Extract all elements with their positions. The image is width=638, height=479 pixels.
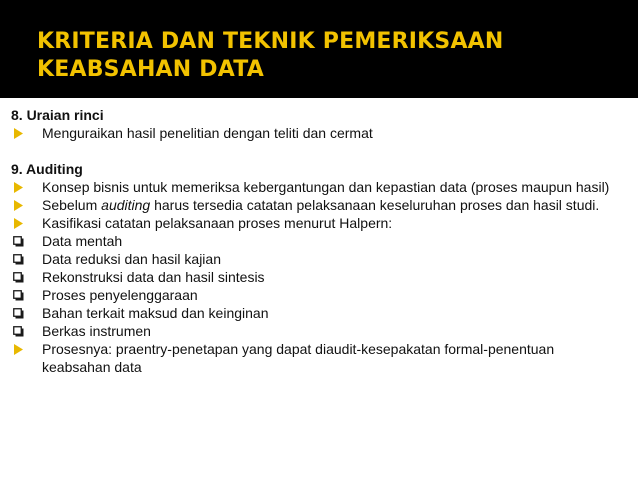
list-item xyxy=(11,304,626,322)
list-item-text: Prosesnya: praentry-penetapan yang dapat diaudit-kesepakatan formal-penentuan keabsahan data xyxy=(42,341,555,375)
list-item-text: Proses penyelenggaraan xyxy=(42,287,198,303)
list-item xyxy=(11,124,626,142)
list-item-text-after: harus tersedia catatan pelaksanaan keseluruhan proses dan hasil studi. xyxy=(150,197,600,213)
list-item xyxy=(11,196,626,214)
slide-title-line-2: KEABSAHAN DATA xyxy=(37,57,264,82)
list-item xyxy=(11,250,626,268)
arrow-bullet-icon xyxy=(13,218,24,229)
list-item-text: Konsep bisnis untuk memeriksa kebergantungan dan kepastian data (proses maupun hasil) xyxy=(42,179,610,195)
list-item-text-italic: auditing xyxy=(101,197,151,213)
arrow-bullet-icon xyxy=(13,344,24,355)
list-item xyxy=(11,286,626,304)
arrow-bullet-icon xyxy=(13,200,24,211)
square-bullet-icon xyxy=(13,326,24,337)
list-item-text: Bahan terkait maksud dan keinginan xyxy=(42,305,269,321)
list-item-text: Data mentah xyxy=(42,233,123,249)
auditing-list xyxy=(11,178,626,376)
list-item-text: Data reduksi dan hasil kajian xyxy=(42,251,221,267)
list-item xyxy=(11,322,626,340)
arrow-bullet-icon xyxy=(13,182,24,193)
square-bullet-icon xyxy=(13,236,24,247)
slide-content xyxy=(11,106,626,376)
list-item-text-before: Sebelum xyxy=(42,197,102,213)
square-bullet-icon xyxy=(13,254,24,265)
square-bullet-icon xyxy=(13,272,24,283)
list-item xyxy=(11,178,626,196)
list-item-text: Berkas instrumen xyxy=(42,323,151,339)
list-item-text xyxy=(42,197,599,213)
list-item xyxy=(11,340,626,376)
square-bullet-icon xyxy=(13,290,24,301)
title-bar xyxy=(0,0,638,98)
slide-title xyxy=(37,28,617,84)
uraian-rinci-list xyxy=(11,124,626,142)
list-item xyxy=(11,214,626,232)
list-item xyxy=(11,268,626,286)
list-item-text: Kasifikasi catatan pelaksanaan proses menurut Halpern: xyxy=(42,215,393,231)
list-item-text: Rekonstruksi data dan hasil sintesis xyxy=(42,269,265,285)
slide-title-line-1: KRITERIA DAN TEKNIK PEMERIKSAAN xyxy=(37,29,504,54)
arrow-bullet-icon xyxy=(13,128,24,139)
section-heading-uraian-rinci: 8. Uraian rinci xyxy=(11,107,104,123)
section-heading-auditing: 9. Auditing xyxy=(11,161,83,177)
list-item xyxy=(11,232,626,250)
square-bullet-icon xyxy=(13,308,24,319)
list-item-text: Menguraikan hasil penelitian dengan teliti dan cermat xyxy=(42,125,373,141)
